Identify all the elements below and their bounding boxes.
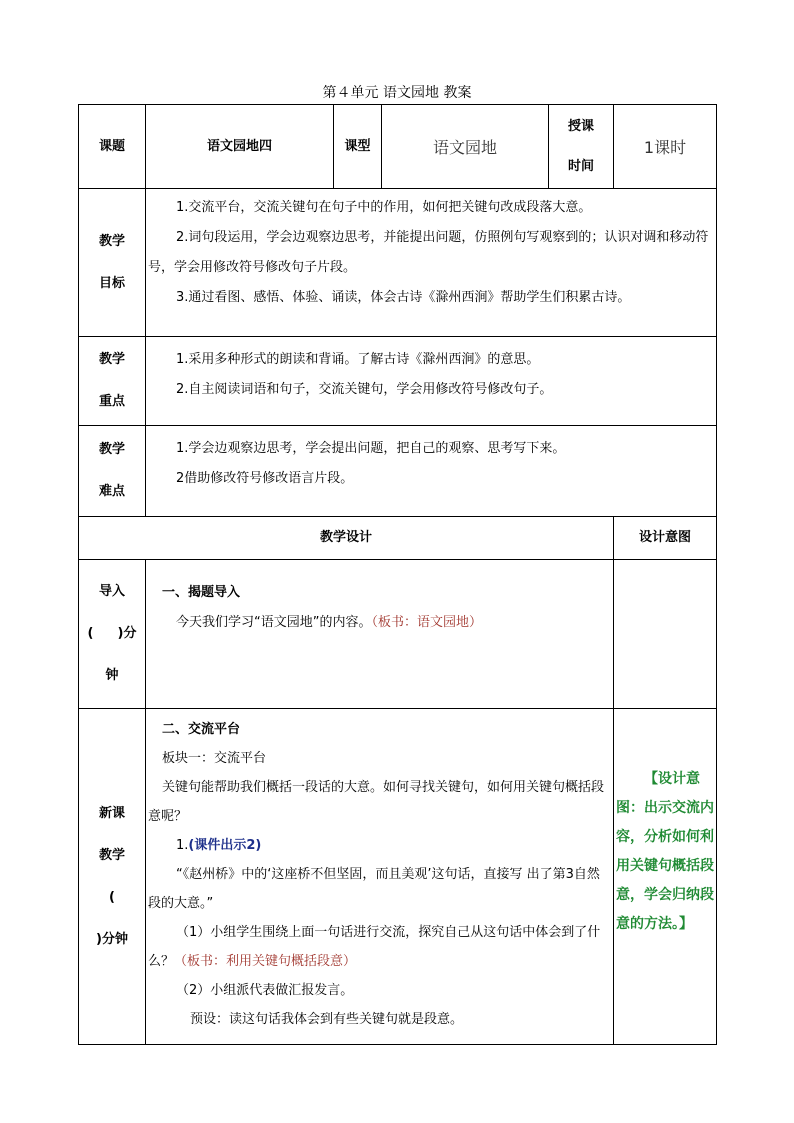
step-number: 1. <box>176 838 189 853</box>
key-points-content <box>146 337 717 426</box>
design-intent-text: 【设计意图：出示交流内容，分析如何利用关键句概括段意，学会归纳段意的方法。】 <box>616 771 714 932</box>
time-label-line2: 时间 <box>567 158 594 174</box>
lesson-plan-table <box>78 104 717 1045</box>
intro-text: 今天我们学习“语文园地”的内容。 <box>176 615 372 630</box>
preset-text: 预设：读这句话我体会到有些关键句就是段意。 <box>190 1012 464 1027</box>
design-header-right: 设计意图 <box>614 517 717 560</box>
topic-value: 语文园地四 <box>146 105 334 189</box>
type-label: 课型 <box>334 105 382 189</box>
intro-heading: 一、揭题导入 <box>162 585 241 600</box>
intro-row <box>79 560 717 709</box>
design-header-row <box>79 517 717 560</box>
time-value: 1课时 <box>614 105 717 189</box>
intro-label <box>79 560 146 709</box>
quote-text: “《赵州桥》中的‘这座桥不但坚固，而且美观’这句话，直接写 出了第3自然段的大意。” <box>148 867 600 911</box>
new-lesson-label-line1: 新课 <box>98 805 125 821</box>
goals-label <box>79 189 146 337</box>
new-lesson-label-line2: 教学 <box>98 847 125 863</box>
goal-item-1: 1.交流平台，交流关键句在句子中的作用，如何把关键句改成段落大意。 <box>176 200 592 215</box>
header-row <box>79 105 717 189</box>
item2-text: （2）小组派代表做汇报发言。 <box>176 983 354 998</box>
difficulties-label <box>79 426 146 517</box>
new-lesson-row <box>79 709 717 1045</box>
key-points-label <box>79 337 146 426</box>
intro-label-line1: 导入 <box>98 584 125 599</box>
intro-design-intent <box>614 560 717 709</box>
difficulty-item-1: 1.学会边观察边思考，学会提出问题，把自己的观察、思考写下来。 <box>176 441 566 456</box>
intro-board-note: （板书：语文园地） <box>371 615 482 630</box>
key-point-item-1: 1.采用多种形式的朗读和背诵。了解古诗《滁州西涧》的意思。 <box>176 352 540 367</box>
goal-item-3: 3.通过看图、感悟、体验、诵读，体会古诗《滁州西涧》帮助学生们积累古诗。 <box>176 290 631 305</box>
type-value: 语文园地 <box>382 105 549 189</box>
difficulties-row <box>79 426 717 517</box>
goals-content <box>146 189 717 337</box>
block-title: 板块一：交流平台 <box>162 751 267 766</box>
item1-board-note: （板书：利用关键句概括段意） <box>174 954 357 969</box>
goal-item-2: 2.词句段运用，学会边观察边思考，并能提出问题，仿照例句写观察到的；认识对调和移动符号，学会用修改符号修改句子片段。 <box>148 230 709 275</box>
goals-label-line2: 目标 <box>98 275 125 291</box>
time-label-line1: 授课 <box>567 118 594 134</box>
new-lesson-content <box>146 709 614 1045</box>
question-text: 关键句能帮助我们概括一段话的大意。如何寻找关键句，如何用关键句概括段意呢？ <box>148 780 605 824</box>
section-heading: 二、交流平台 <box>162 722 241 737</box>
key-points-label-line2: 重点 <box>98 394 125 409</box>
key-points-label-line1: 教学 <box>98 352 125 367</box>
new-lesson-label-line3: ( <box>109 889 115 905</box>
intro-label-line2: ( )分 <box>87 626 137 641</box>
courseware-note: (课件出示2) <box>188 838 262 853</box>
new-lesson-label-line4: )分钟 <box>96 931 128 947</box>
goals-row <box>79 189 717 337</box>
new-lesson-label <box>79 709 146 1045</box>
key-points-row <box>79 337 717 426</box>
intro-label-line3: 钟 <box>105 668 119 683</box>
difficulties-label-line1: 教学 <box>98 442 125 457</box>
design-header-left: 教学设计 <box>79 517 614 560</box>
topic-label: 课题 <box>79 105 146 189</box>
document-title: 第４单元 语文园地 教案 <box>322 85 472 101</box>
item1-text: （1）小组学生围绕上面一句话进行交流，探究自己从这句话中体会到了什么？ <box>148 925 601 969</box>
difficulty-item-2: 2借助修改符号修改语言片段。 <box>176 471 354 486</box>
goals-label-line1: 教学 <box>98 233 125 249</box>
time-label <box>549 105 614 189</box>
difficulties-label-line2: 难点 <box>98 484 125 499</box>
key-point-item-2: 2.自主阅读词语和句子，交流关键句，学会用修改符号修改句子。 <box>176 382 553 397</box>
new-lesson-design-intent-cell <box>614 709 717 1045</box>
intro-content <box>146 560 614 709</box>
difficulties-content <box>146 426 717 517</box>
